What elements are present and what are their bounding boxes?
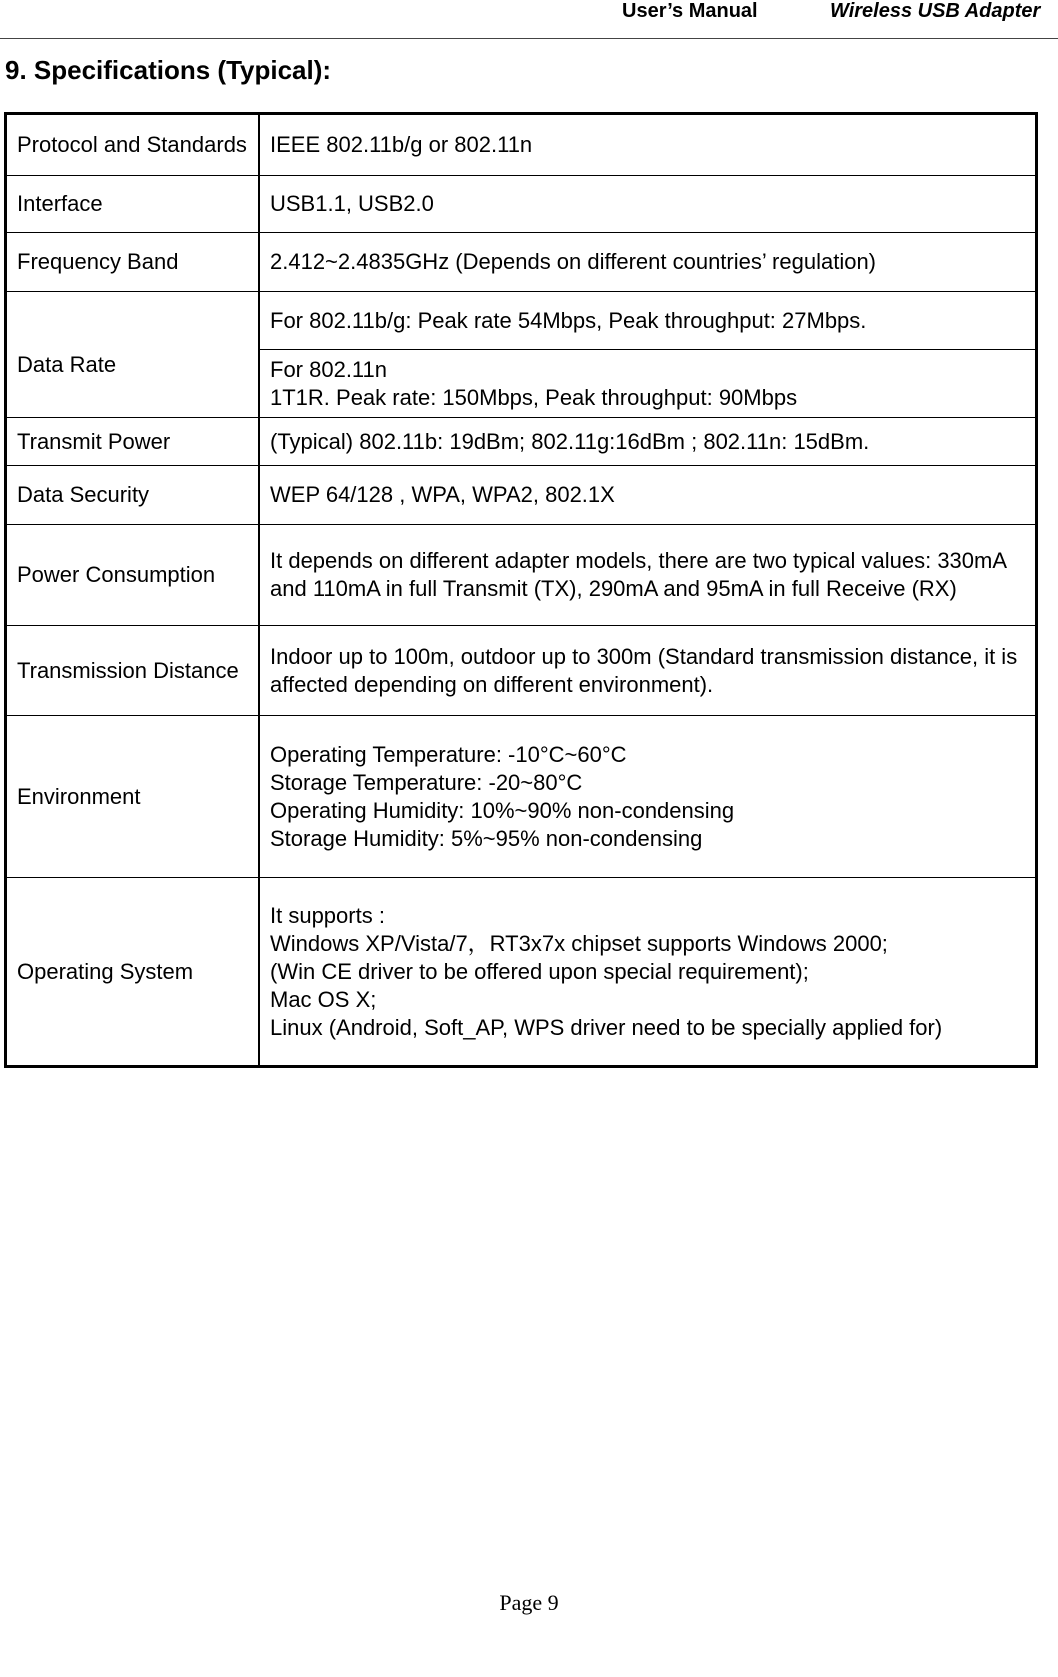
environment-line: Operating Humidity: 10%~90% non-condensing — [270, 797, 735, 823]
value-data-rate-n-line1: For 802.11n — [270, 356, 388, 382]
environment-line: Storage Temperature: -20~80°C — [270, 769, 583, 795]
table-row-interface — [6, 176, 1037, 233]
value-operating-system — [259, 878, 1037, 1067]
table-row-power-consumption — [6, 525, 1037, 626]
label-transmission-distance: Transmission Distance — [6, 626, 260, 716]
label-frequency: Frequency Band — [6, 233, 260, 292]
os-line: Linux (Android, Soft_AP, WPS driver need to be specially applied for) — [270, 1014, 943, 1040]
os-line: (Win CE driver to be offered upon special requirement); — [270, 958, 809, 984]
table-row-data-security — [6, 466, 1037, 525]
table-row-data-rate-bg — [6, 292, 1037, 350]
page-number: Page 9 — [499, 1590, 559, 1615]
value-data-rate-bg: For 802.11b/g: Peak rate 54Mbps, Peak throughput: 27Mbps. — [259, 292, 1037, 350]
label-power-consumption: Power Consumption — [6, 525, 260, 626]
label-operating-system: Operating System — [6, 878, 260, 1067]
value-transmit-power: (Typical) 802.11b: 19dBm; 802.11g:16dBm ; 802.11n: 15dBm. — [259, 418, 1037, 466]
value-protocol: IEEE 802.11b/g or 802.11n — [259, 114, 1037, 176]
label-data-rate-text: Data Rate — [17, 351, 117, 377]
value-frequency: 2.412~2.4835GHz (Depends on different countries’ regulation) — [259, 233, 1037, 292]
label-protocol: Protocol and Standards — [6, 114, 260, 176]
os-line: Windows XP/Vista/7，RT3x7x chipset supports Windows 2000; — [270, 930, 888, 956]
value-data-rate-n-line2: 1T1R. Peak rate: 150Mbps, Peak throughput: 90Mbps — [270, 384, 798, 410]
value-transmission-distance: Indoor up to 100m, outdoor up to 300m (Standard transmission distance, it is affected depending on different environment). — [259, 626, 1037, 716]
value-data-rate-n — [259, 350, 1037, 418]
label-interface: Interface — [6, 176, 260, 233]
header-product-label: Wireless USB Adapter — [830, 0, 1041, 22]
table-row-transmission-distance — [6, 626, 1037, 716]
value-power-consumption: It depends on different adapter models, there are two typical values: 330mA and 110mA in full Transmit (TX), 290mA and 95mA in full Receive (RX) — [259, 525, 1037, 626]
label-environment: Environment — [6, 716, 260, 878]
environment-line: Operating Temperature: -10°C~60°C — [270, 741, 627, 767]
value-interface: USB1.1, USB2.0 — [259, 176, 1037, 233]
page-title: 9. Specifications (Typical): — [5, 55, 332, 85]
os-line: It supports : — [270, 902, 385, 928]
environment-line: Storage Humidity: 5%~95% non-condensing — [270, 825, 703, 851]
page-header — [0, 0, 1058, 39]
value-data-security: WEP 64/128 , WPA, WPA2, 802.1X — [259, 466, 1037, 525]
label-transmit-power: Transmit Power — [6, 418, 260, 466]
specifications-table — [4, 112, 1038, 1068]
value-environment — [259, 716, 1037, 878]
label-data-rate — [6, 292, 260, 418]
label-data-security: Data Security — [6, 466, 260, 525]
table-row-operating-system — [6, 878, 1037, 1067]
table-row-frequency — [6, 233, 1037, 292]
header-manual-label: User’s Manual — [622, 0, 758, 22]
table-row-transmit-power — [6, 418, 1037, 466]
table-row-environment — [6, 716, 1037, 878]
table-row-protocol — [6, 114, 1037, 176]
os-line: Mac OS X; — [270, 986, 377, 1012]
